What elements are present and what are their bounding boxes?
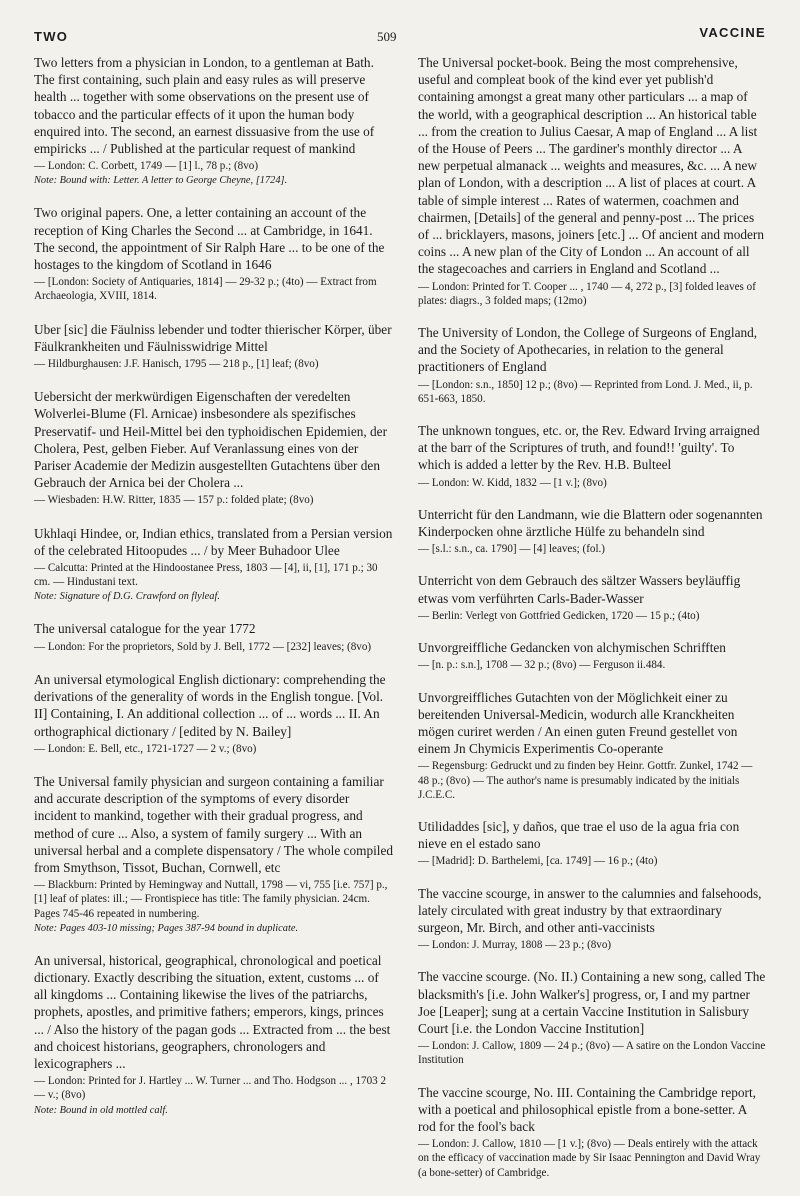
catalogue-entry [418, 422, 766, 490]
entry-imprint: — London: Printed for T. Cooper ... , 1740 — 4, 272 p., [3] folded leaves of plates: diagrs., 3 folded maps; (12mo) [418, 280, 756, 307]
entry-imprint: — London: For the proprietors, Sold by J. Bell, 1772 — [232] leaves; (8vo) [34, 640, 372, 653]
catalogue-entry [418, 639, 766, 672]
catalogue-entry [34, 204, 394, 303]
page-number: 509 [377, 29, 397, 44]
entry-title: The vaccine scourge, No. III. Containing the Cambridge report, with a poetical and philosophical epistle from a bone-setter. A rod for the fool's back [418, 1084, 756, 1134]
catalogue-entry [34, 525, 394, 604]
entry-imprint: — Wiesbaden: H.W. Ritter, 1835 — 157 p.: folded plate; (8vo) [34, 494, 314, 507]
left-column [34, 54, 394, 1134]
catalogue-entry [418, 324, 766, 406]
catalogue-entry [34, 321, 394, 372]
entry-title: The unknown tongues, etc. or, the Rev. Edward Irving arraigned at the barr of the Scriptures of truth, and found!! 'guilty'. To which is added a letter by the Rev. H.B. Bulteel [418, 423, 760, 473]
right-column [418, 54, 766, 1196]
catalogue-entry [418, 506, 766, 557]
entry-title: The vaccine scourge. (No. II.) Containing a new song, called The blacksmith's [i.e. John Walker's] progress, or, I and my partner Joe [Leaper]; sung at a certain Vaccine Institution in Salisbury Court [i.e. the London Vaccine Institution] [418, 969, 766, 1036]
page-header [0, 0, 800, 44]
entry-title: The vaccine scourge, in answer to the calumnies and falsehoods, lately circulated with great industry by that extraordinary surgeon, Mr. Birch, and other anti-vaccinists [418, 885, 762, 935]
catalogue-entry [418, 885, 766, 953]
entry-imprint: — Blackburn: Printed by Hemingway and Nuttall, 1798 — vi, 755 [i.e. 757] p., [1] leaf of plates: ill.; — Frontispiece has title: The family physician. 24cm. Pages 745-46 repeated in numbering. [34, 879, 388, 920]
catalogue-entry [34, 388, 394, 507]
catalogue-entry [34, 620, 394, 653]
catalogue-entry [418, 572, 766, 623]
entry-imprint: — London: J. Callow, 1809 — 24 p.; (8vo) — A satire on the London Vaccine Institution [418, 1040, 766, 1067]
entry-note: Note: Signature of D.G. Crawford on flyleaf. [34, 591, 220, 603]
entry-title: Unterricht für den Landmann, wie die Blattern oder sogenannten Kinderpocken ohne ärztliche Hülfe zu behandeln sind [418, 506, 763, 540]
entry-imprint: — Berlin: Verlegt von Gottfried Gedicken, 1720 — 15 p.; (4to) [418, 609, 700, 622]
entry-imprint: — London: J. Murray, 1808 — 23 p.; (8vo) [418, 939, 612, 952]
entry-note: Note: Pages 403-10 missing; Pages 387-94 bound in duplicate. [34, 922, 299, 934]
entry-title: The Universal family physician and surgeon containing a familiar and accurate description of the symptoms of every disorder incident to mankind, together with their gradual progress, and method of cure ... Also, a system of family surgery ... With an universal herbal and a complete dispensatory / The whole compiled from Smythson, Tissot, Buchan, Cornwell, etc [34, 773, 394, 875]
entry-imprint: — Regensburg: Gedruckt und zu finden bey Heinr. Gottfr. Zunkel, 1742 — 48 p.; (8vo) — The author's name is presumably indicated by the initials J.C.E.C. [418, 760, 753, 801]
entry-imprint: — [London: Society of Antiquaries, 1814] — 29-32 p.; (4to) — Extract from Archaeologia, XVIII, 1814. [34, 276, 377, 303]
entry-title: The universal catalogue for the year 1772 [34, 621, 256, 637]
entry-title: Two letters from a physician in London, to a gentleman at Bath. The first containing, such plain and easy rules as will preserve health ... together with some observations on the present use of tobacco and the particular effects of it upon the human body enquired into. The second, an earnest dissuasive from the use of empiricks ... / Published at the particular request of mankind [34, 55, 375, 157]
entry-imprint: — [Madrid]: D. Barthelemi, [ca. 1749] — 16 p.; (4to) [418, 855, 658, 868]
entry-imprint: — London: Printed for J. Hartley ... W. Turner ... and Tho. Hodgson ... , 1703 2 — v.; (8vo) [34, 1075, 387, 1102]
running-head-left: TWO [34, 29, 69, 44]
running-head-right: VACCINE [699, 25, 766, 40]
catalogue-entry [34, 773, 394, 935]
entry-title: Two original papers. One, a letter containing an account of the reception of King Charles the Second ... at Cambridge, in 1641. The second, the appointment of Sir Ralph Hare ... to be one of the hostages to the kingdom of Scotland in 1646 [34, 205, 385, 273]
entry-title: Unterricht von dem Gebrauch des sältzer Wassers beyläuffig etwas vom verführten Carls-Bader-Wasser [418, 573, 741, 606]
entry-imprint: — Calcutta: Printed at the Hindoostanee Press, 1803 — [4], ii, [1], 171 p.; 30 cm. — Hindustani text. [34, 562, 378, 589]
entry-note: Note: Bound in old mottled calf. [34, 1104, 168, 1116]
catalogue-entry [418, 54, 766, 308]
entry-title: Uebersicht der merkwürdigen Eigenschaften der veredelten Wolverlei-Blume (Fl. Arnicae) insbesondere als spezifisches Preservatif- und Heil-Mittel bei den typhoidischen Epidemien, der Cholera, Pest, gelben Fieber. Auf Veranlassung eines von der Pariser Academie der Medizin ausgestellten Gutachtens über den Gebrauch der Arnica bei der Cholera ... [34, 389, 388, 491]
entry-title: An universal etymological English dictionary: comprehending the derivations of the generality of words in the English tongue. [Vol. II] Containing, I. An additional collection ... of ... words ... II. An orthographical dictionary / [edited by N. Bailey] [34, 671, 386, 739]
entry-title: Unvorgreiffliches Gutachten von der Möglichkeit einer zu bereitenden Universal-Medicin, wodurch alle Kranckheiten mögen curiret werden / An einen guten Freund gestellet von einem Jn Chymicis Experimentis Co-operante [418, 689, 738, 757]
entry-imprint: — Hildburghausen: J.F. Hanisch, 1795 — 218 p., [1] leaf; (8vo) [34, 358, 319, 371]
entry-imprint: — London: J. Callow, 1810 — [1 v.]; (8vo) — Deals entirely with the attack on the efficacy of vaccination made by Sir Isaac Pennington and David Wray (a bone-setter) of Cambridge. [418, 1138, 761, 1179]
entry-note: Note: Bound with: Letter. A letter to George Cheyne, [1724]. [34, 175, 288, 187]
entry-title: Utilidaddes [sic], y daños, que trae el uso de la agua fria con nieve en el estado sano [418, 818, 740, 852]
entry-imprint: — London: E. Bell, etc., 1721-1727 — 2 v.; (8vo) [34, 742, 257, 755]
entry-title: The Universal pocket-book. Being the most comprehensive, useful and compleat book of the kind ever yet publish'd containing amongst a great many other particulars ... a map of the world, with a geographical description ... An historical table ... from the creation to Julius Caesar, A map of England ... A list of the House of Peers ... The gardiner's monthly director ... A new perpetual almanack ... weights and measures, &c. ... A new plan of London, with a description ... A list of places at court. A table of simple interest ... Rates of watermen, coachmen and chairmen, [Details] of the general and penny-post ... The prices of ... bricklayers, masons, joiners [etc.] ... Of ancient and modern coins ... A new plan of the City of London ... An account of all the stagecoaches and carriers in England and Scotland ... [418, 55, 764, 277]
entry-title: Uber [sic] die Fäulniss lebender und todter thierischer Körper, über Fäulkrankheiten und Fäulnisswidrige Mittel [34, 321, 392, 354]
entry-imprint: — [London: s.n., 1850] 12 p.; (8vo) — Reprinted from Lond. J. Med., ii, p. 651-663, 1850. [418, 378, 753, 405]
entry-imprint: — [n. p.: s.n.], 1708 — 32 p.; (8vo) — Ferguson ii.484. [418, 659, 666, 672]
catalogue-entry [418, 1084, 766, 1180]
entry-title: Unvorgreiffliche Gedancken von alchymischen Schrifften [418, 640, 726, 656]
entry-title: The University of London, the College of Surgeons of England, and the Society of Apothecaries, in relation to the general practitioners of England [418, 325, 758, 375]
entry-imprint: — London: C. Corbett, 1749 — [1] l., 78 p.; (8vo) [34, 160, 259, 173]
catalogue-entry [34, 671, 394, 756]
catalogue-entry [34, 54, 394, 187]
entry-imprint: — London: W. Kidd, 1832 — [1 v.]; (8vo) [418, 476, 607, 489]
entry-imprint: — [s.l.: s.n., ca. 1790] — [4] leaves; (fol.) [418, 543, 606, 556]
catalogue-entry [418, 689, 766, 802]
catalogue-entry [34, 952, 394, 1117]
catalogue-entry [418, 968, 766, 1067]
entry-title: Ukhlaqi Hindee, or, Indian ethics, translated from a Persian version of the celebrated Hitoopudes ... / by Meer Buhadoor Ulee [34, 525, 393, 558]
catalogue-entry [418, 818, 766, 869]
entry-title: An universal, historical, geographical, chronological and poetical dictionary. Exactly describing the situation, extent, customs ... of all kingdoms ... Containing likewise the lives of the patriarchs, prophets, apostles, and primitive fathers; emperors, kings, princes ... / Also the history of the pagan gods ... Extracted from ... the best and choicest historians, geographers, chronologers and lexicographers ... [34, 952, 391, 1071]
